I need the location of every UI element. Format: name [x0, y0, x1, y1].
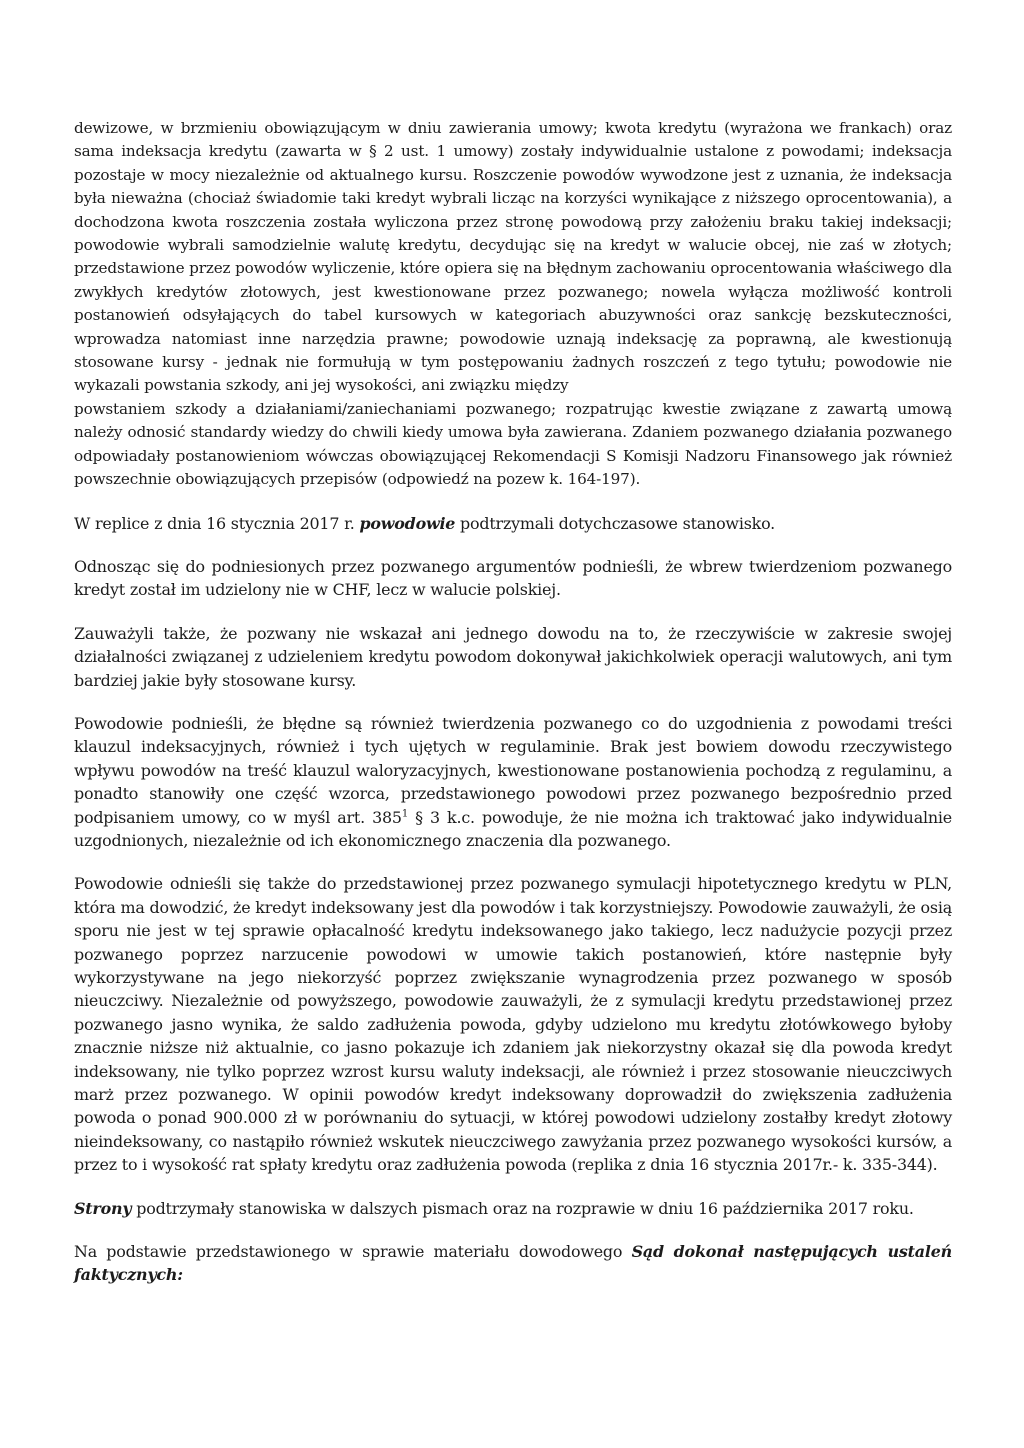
paragraph-dowod — [74, 622, 952, 692]
paragraph-strony — [74, 1197, 952, 1220]
emphasis-sad-ustalenia: Sąd dokonał następujących ustaleń faktycznych: — [74, 1242, 953, 1285]
superscript: 1 — [401, 808, 408, 820]
text: Na podstawie przedstawionego w sprawie materiału dowodowego — [74, 1242, 632, 1262]
paragraph-text: Zauważyli także, że pozwany nie wskazał ani jednego dowodu na to, że rzeczywiście w zakresie swojej działalności związanej z udzieleniem kredytu powodom dokonywał jakichkolwiek operacji walutowych, ani tym bardziej jakie były stosowane kursy. — [74, 623, 952, 690]
paragraph-replika — [74, 512, 952, 535]
paragraph-symulacja — [74, 872, 952, 1176]
emphasis-strony: Strony — [74, 1198, 132, 1218]
text: Powodowie podnieśli, że błędne są również twierdzenia pozwanego co do uzgodnienia z powodami treści klauzul indeksacyjnych, również i tych ujętych w regulaminie. Brak jest bowiem dowodu rzeczywistego wpływu powodów na treść klauzul waloryzacyjnych, kwestionowane postanowienia pochodzą z regulaminu, a ponadto stanowiły one część wzorca, przedstawionego powodowi przez pozwanego bezpośrednio przed podpisaniem umowy, co w myśl art. 385 — [74, 713, 952, 827]
paragraph-text: Odnosząc się do podniesionych przez pozwanego argumentów podnieśli, że wbrew twierdzeniom pozwanego kredyt został im udzielony nie w CHF, lecz w walucie polskiej. — [74, 556, 952, 600]
text: podtrzymali dotychczasowe stanowisko. — [455, 513, 776, 533]
text: § 3 k.c. powoduje, że nie można ich traktować jako indywidualnie uzgodnionych, niezależnie od ich ekonomicznego znaczenia dla pozwanego. — [74, 807, 952, 850]
paragraph-klauzule — [74, 712, 952, 852]
emphasis-powodowie: powodowie — [359, 513, 456, 533]
text: podtrzymały stanowiska w dalszych pismach oraz na rozprawie w dniu 16 października 2017 roku. — [131, 1198, 914, 1218]
paragraph-text: dewizowe, w brzmieniu obowiązującym w dniu zawierania umowy; kwota kredytu (wyrażona we frankach) oraz sama indeksacja kredytu (zawarta w § 2 ust. 1 umowy) zostały indywidualnie ustalone z powodami; indeksacja pozostaje w mocy niezależnie od aktualnego kursu. Roszczenie powodów wywodzone jest z uznania, że indeksacja była nieważna (chociaż świadomie taki kredyt wybrali licząc na korzyści wynikające z niższego oprocentowania), a dochodzona kwota roszczenia została wyliczona przez stronę powodową przy założeniu braku takiej indeksacji; powodowie wybrali samodzielnie walutę kredytu, decydując się na kredyt w walucie obcej, nie zaś w złotych; przedstawione przez powodów wyliczenie, które opiera się na błędnym zachowaniu oprocentowania właściwego dla zwykłych kredytów złotowych, jest kwestionowane przez pozwanego; nowela wyłącza możliwość kontroli postanowień odsyłających do tabel kursowych w kategoriach abuzywności oraz sankcję bezskuteczności, wprowadza natomiast inne narzędzia prawne; powodowie uznają indeksację za poprawną, ale kwestionują stosowane kursy - jednak nie formułują w tym postępowaniu żadnych roszczeń z tego tytułu; powodowie nie wykazali powstania szkody, ani jej wysokości, ani związku między — [74, 119, 952, 395]
paragraph-text: powstaniem szkody a działaniami/zaniechaniami pozwanego; rozpatrując kwestie związane z zawartą umową należy odnosić standardy wiedzy do chwili kiedy umowa była zawierana. Zdaniem pozwanego działania pozwanego odpowiadały postanowieniom wówczas obowiązującej Rekomendacji S Komisji Nadzoru Finansowego jak również powszechnie obowiązujących przepisów (odpowiedź na pozew k. 164-197). — [74, 399, 952, 489]
paragraph-sad-ustalenia — [74, 1240, 952, 1287]
paragraph-defendant-position-part2 — [74, 398, 952, 492]
paragraph-text: Powodowie odnieśli się także do przedstawionej przez pozwanego symulacji hipotetycznego kredytu w PLN, która ma dowodzić, że kredyt indeksowany jest dla powodów i tak korzystniejszy. Powodowie zauważyli, że osią sporu nie jest w tej sprawie opłacalność kredytu indeksowanego jako takiego, lecz nadużycie pozycji przez pozwanego poprzez narzucenie powodowi w umowie takich postanowień, które następnie były wykorzystywane na jego niekorzyść poprzez zwiększanie wynagrodzenia przez pozwanego w sposób nieuczciwy. Niezależnie od powyższego, powodowie zauważyli, że z symulacji kredytu przedstawionej przez pozwanego jasno wynika, że saldo zadłużenia powoda, gdyby udzielono mu kredytu złotówkowego byłoby znacznie niższe niż aktualnie, co jasno pokazuje ich zdaniem jak niekorzystny okazał się dla powoda kredyt indeksowany, nie tylko poprzez wzrost kursu waluty indeksacji, ale również i przez stosowanie nieuczciwych marż przez pozwanego. W opinii powodów kredyt indeksowany doprowadził do zwiększenia zadłużenia powoda o ponad 900.000 zł w porównaniu do sytuacji, w której powodowi udzielony zostałby kredyt złotowy nieindeksowany, co nastąpiło również wskutek nieuczciwego zawyżania przez pozwanego wysokości kursów, a przez to i wysokość rat spłaty kredytu oraz zadłużenia powoda (replika z dnia 16 stycznia 2017r.- k. 335-344). — [74, 874, 952, 1175]
text: W replice z dnia 16 stycznia 2017 r. — [74, 513, 360, 533]
paragraph-chf — [74, 555, 952, 602]
paragraph-defendant-position-part1 — [74, 117, 952, 398]
